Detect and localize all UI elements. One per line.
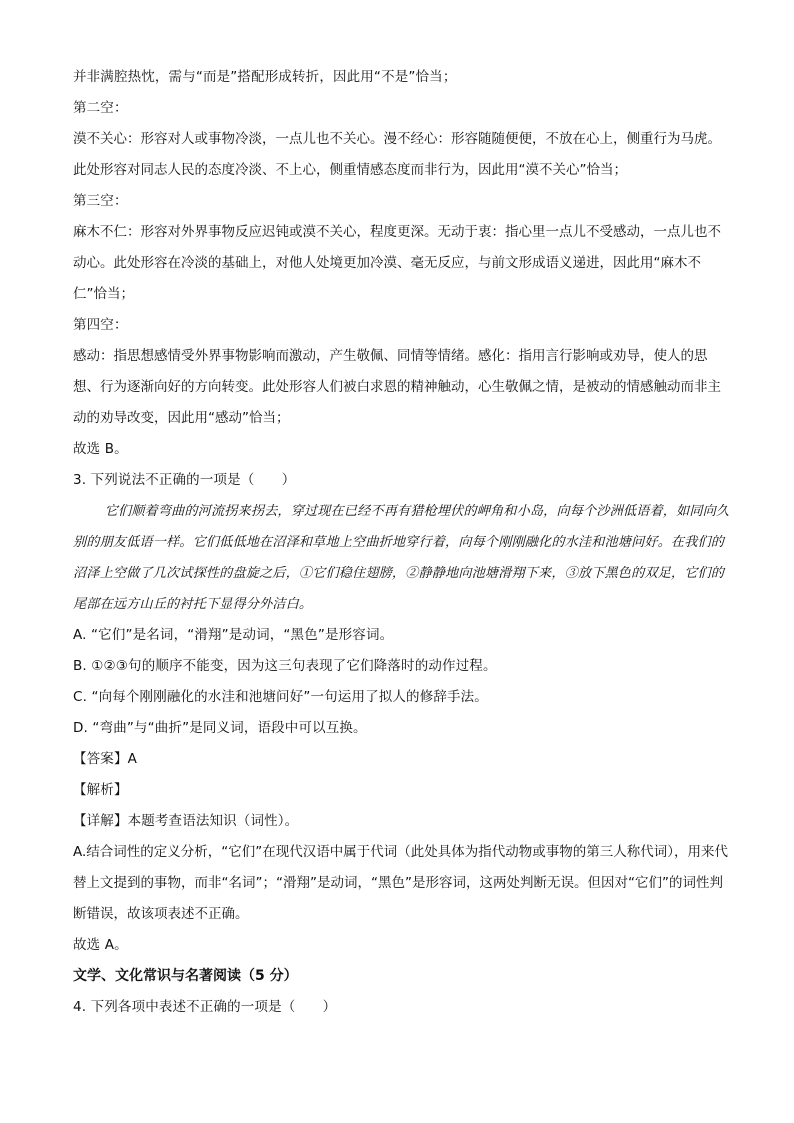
option-b: B. ①②③句的顺序不能变，因为这三句表现了它们降落时的动作过程。 — [73, 658, 497, 674]
section-heading: 文学、文化常识与名著阅读（5 分） — [73, 968, 298, 984]
question-stem: 4. 下列各项中表述不正确的一项是（ ） — [73, 999, 337, 1015]
choice-conclusion: 故选 A。 — [73, 937, 128, 953]
blank-label: 第三空： — [73, 193, 128, 209]
answer-paragraph: 并非满腔热忱，需与“而是”搭配形成转折，因此用“不是”恰当； — [73, 69, 457, 85]
blank-label: 第二空： — [73, 100, 128, 116]
answer-paragraph: 漠不关心：形容对人或事物冷淡，一点儿也不关心。漫不经心：形容随随便便，不放在心上，侧重行为马虎。此处形容对同志人民的态度冷淡、不上心，侧重情感态度而非行为，因此用“漠不关心”恰当； — [73, 131, 721, 178]
analysis-label: 【解析】 — [73, 782, 128, 798]
answer-paragraph: 麻木不仁：形容对外界事物反应迟钝或漠不关心，程度更深。无动于衷：指心里一点儿不受感动，一点儿也不动心。此处形容在冷淡的基础上，对他人处境更加冷漠、毫无反应，与前文形成语义递进，因此用“麻木不仁”恰当； — [73, 224, 721, 302]
explanation-paragraph: A.结合词性的定义分析，“它们”在现代汉语中属于代词（此处具体为指代动物或事物的第三人称代词），用来代替上文提到的事物，而非“名词”；“滑翔”是动词，“黑色”是形容词，这两处判断无误。但因对“它们”的词性判断错误，故该项表述不正确。 — [73, 844, 729, 922]
answer-paragraph: 感动：指思想感情受外界事物影响而激动，产生敬佩、同情等情绪。感化：指用言行影响或劝导，使人的思想、行为逐渐向好的方向转变。此处形容人们被白求恩的精神触动，心生敬佩之情，是被动的情感触动而非主动的劝导改变，因此用“感动”恰当； — [73, 348, 721, 426]
detail-label: 【详解】本题考查语法知识（词性）。 — [73, 813, 299, 829]
choice-conclusion: 故选 B。 — [73, 441, 128, 457]
document-content — [73, 62, 733, 1023]
option-d: D. “弯曲”与“曲折”是同义词，语段中可以互换。 — [73, 720, 367, 736]
option-a: A. “它们”是名词，“滑翔”是动词，“黑色”是形容词。 — [73, 627, 394, 643]
reading-passage: 它们顺着弯曲的河流拐来拐去，穿过现在已经不再有猎枪埋伏的岬角和小岛，向每个沙洲低语着，如同向久别的朋友低语一样。它们低低地在沼泽和草地上空曲折地穿行着，向每个刚刚融化的水洼和池塘问好。在我们的沼泽上空做了几次试探性的盘旋之后，①它们稳住翅膀，②静静地向池塘滑翔下来，③放下黑色的双足，它们的尾部在远方山丘的衬托下显得分外洁白。 — [73, 504, 730, 612]
answer-label: 【答案】A — [73, 751, 137, 767]
question-stem: 3. 下列说法不正确的一项是（ ） — [73, 472, 296, 488]
option-c: C. “向每个刚刚融化的水洼和池塘问好”一句运用了拟人的修辞手法。 — [73, 689, 488, 705]
blank-label: 第四空： — [73, 317, 128, 333]
